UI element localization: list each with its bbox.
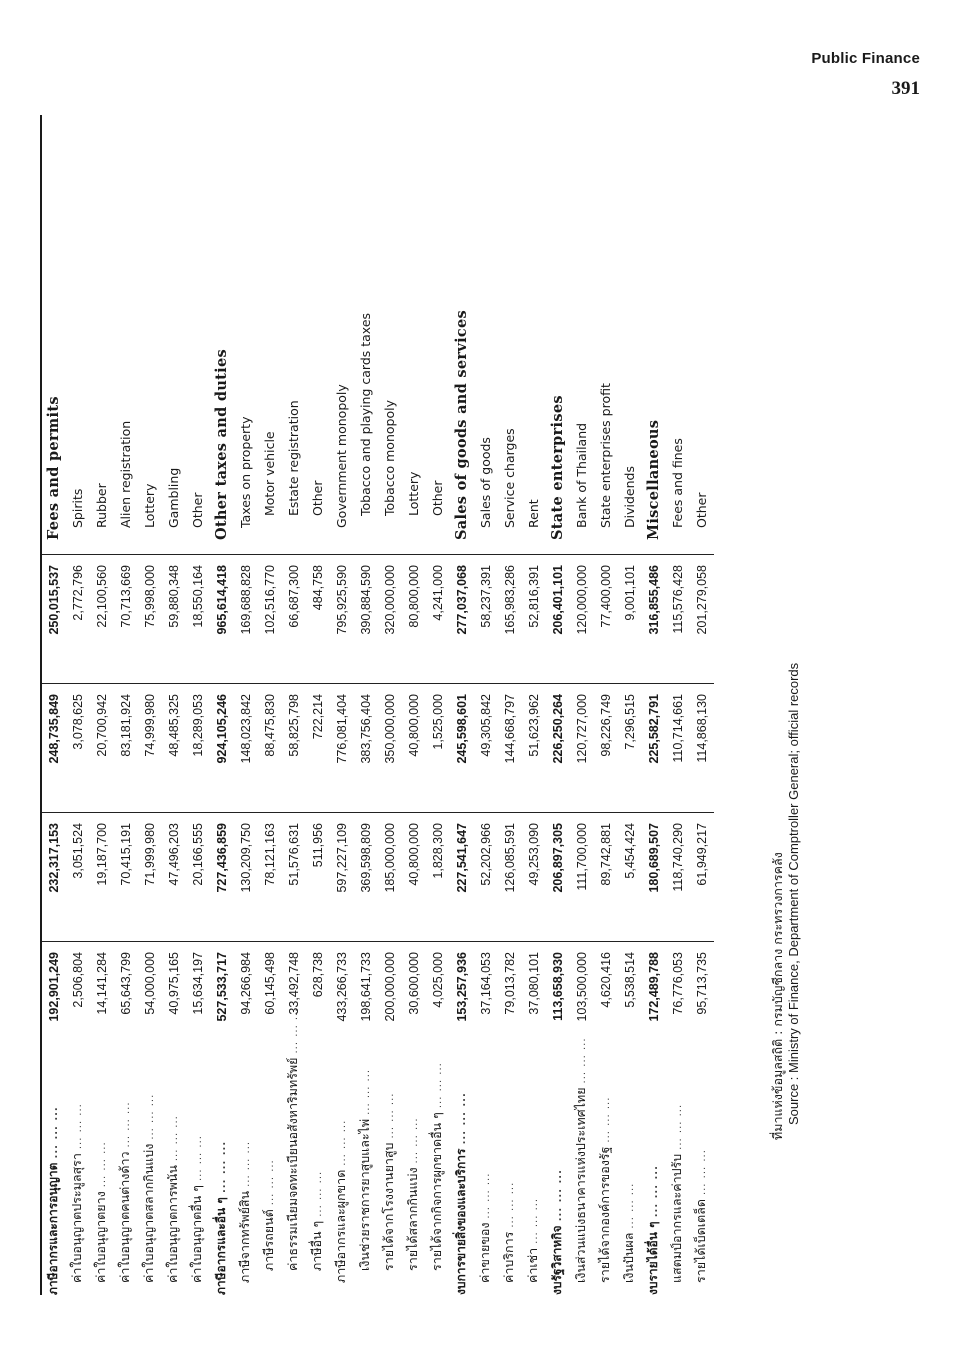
thai-item-text: เงินปันผล — [621, 1232, 636, 1283]
amount-cell: 98,226,749 — [594, 684, 618, 813]
amount-cell: 118,740,290 — [666, 813, 690, 942]
thai-item-text: ภาษีอื่น ๆ — [309, 1220, 324, 1271]
english-item-label — [474, 115, 498, 555]
english-item-text: Fees and permits — [45, 396, 62, 540]
leader-dots: ... ... ... — [265, 1159, 276, 1206]
thai-item-text: เงินช่วยราชการยาสูบและไพ่ — [357, 1118, 372, 1271]
amount-cell: 14,141,284 — [90, 942, 114, 1071]
english-item-label — [330, 115, 354, 555]
english-item-text: Sales of goods and services — [453, 309, 470, 540]
thai-item-label — [138, 1070, 162, 1295]
amount-cell: 722,214 — [306, 684, 330, 813]
thai-item-label — [570, 1037, 594, 1295]
thai-item-label — [402, 1070, 426, 1295]
amount-cell: 20,700,942 — [90, 684, 114, 813]
amount-cell: 350,000,000 — [378, 684, 402, 813]
amount-cell: 248,735,849 — [41, 684, 66, 813]
amount-cell: 114,868,130 — [690, 684, 714, 813]
amount-cell: 102,516,770 — [258, 555, 282, 684]
amount-cell: 40,800,000 — [402, 813, 426, 942]
leader-dots: ... ... ... — [529, 1197, 540, 1244]
amount-cell: 111,700,000 — [570, 813, 594, 942]
thai-item-text: แสตมป์อากรและค่าปรับ — [669, 1153, 684, 1283]
amount-cell: 4,241,000 — [426, 555, 450, 684]
thai-item-text: งบรายได้อื่น ๆ — [646, 1221, 660, 1295]
amount-cell: 66,687,300 — [282, 555, 306, 684]
amount-cell: 511,956 — [306, 813, 330, 942]
amount-cell: 18,289,053 — [186, 684, 210, 813]
english-item-label — [450, 115, 474, 555]
amount-cell: 185,000,000 — [378, 813, 402, 942]
amount-cell: 58,237,391 — [474, 555, 498, 684]
amount-cell: 65,643,799 — [114, 942, 138, 1071]
amount-cell: 180,689,507 — [642, 813, 666, 942]
amount-cell: 88,475,830 — [258, 684, 282, 813]
amount-cell: 169,688,828 — [234, 555, 258, 684]
thai-item-label — [426, 1062, 450, 1295]
amount-cell: 126,085,591 — [498, 813, 522, 942]
thai-item-label — [234, 1070, 258, 1295]
amount-cell: 277,037,068 — [450, 555, 474, 684]
amount-cell: 225,582,791 — [642, 684, 666, 813]
english-item-label — [402, 115, 426, 555]
english-item-text: Lottery — [142, 483, 157, 528]
leader-dots: ... ... ... — [385, 1092, 396, 1139]
amount-cell: 2,772,796 — [66, 555, 90, 684]
amount-cell: 52,202,966 — [474, 813, 498, 942]
page-number: 391 — [891, 78, 920, 99]
amount-cell: 58,825,798 — [282, 684, 306, 813]
amount-cell: 165,983,286 — [498, 555, 522, 684]
thai-item-text: รายได้จากโรงงานยาสูบ — [381, 1142, 396, 1271]
amount-cell: 79,013,782 — [498, 942, 522, 1071]
thai-item-label — [354, 1070, 378, 1295]
table-row — [522, 115, 546, 1295]
table-row — [282, 115, 306, 1295]
amount-cell: 2,506,804 — [66, 942, 90, 1071]
thai-item-label — [642, 1070, 666, 1295]
amount-cell: 316,855,486 — [642, 555, 666, 684]
leader-dots: ... ... ... — [577, 1037, 588, 1084]
table-row — [330, 115, 354, 1295]
amount-cell: 9,001,101 — [618, 555, 642, 684]
amount-cell: 120,000,000 — [570, 555, 594, 684]
amount-cell: 95,713,735 — [690, 942, 714, 1071]
amount-cell: 51,623,962 — [522, 684, 546, 813]
english-item-label — [282, 115, 306, 555]
amount-cell: 527,533,717 — [210, 942, 234, 1071]
english-item-label — [306, 115, 330, 555]
thai-item-label — [522, 1070, 546, 1295]
thai-item-text: รายได้จากกิจการผูกขาดอื่น ๆ — [429, 1112, 444, 1271]
thai-item-text: ค่าใบอนุญาตการพนัน — [165, 1165, 180, 1283]
amount-cell: 37,164,053 — [474, 942, 498, 1071]
amount-cell: 48,485,325 — [162, 684, 186, 813]
amount-cell: 74,999,980 — [138, 684, 162, 813]
thai-item-label — [186, 1070, 210, 1295]
amount-cell: 40,800,000 — [402, 684, 426, 813]
english-item-text: Taxes on property — [238, 416, 253, 528]
public-finance-table — [40, 115, 714, 1295]
table-row — [450, 115, 474, 1295]
amount-cell: 250,015,537 — [41, 555, 66, 684]
amount-cell: 144,668,797 — [498, 684, 522, 813]
amount-cell: 172,489,788 — [642, 942, 666, 1071]
leader-dots: ... ... ... — [601, 1096, 612, 1143]
source-note-english: Source : Ministry of Finance, Department of Comptroller General; official records — [786, 662, 801, 1125]
amount-cell: 120,727,000 — [570, 684, 594, 813]
amount-cell: 4,025,000 — [426, 942, 450, 1071]
english-item-label — [546, 115, 570, 555]
leader-dots: ... ... ... — [505, 1181, 516, 1228]
amount-cell: 192,901,249 — [41, 942, 66, 1071]
amount-cell: 59,880,348 — [162, 555, 186, 684]
amount-cell: 61,949,217 — [690, 813, 714, 942]
amount-cell: 1,828,300 — [426, 813, 450, 942]
english-item-text: Lottery — [406, 471, 421, 516]
table-row — [138, 115, 162, 1295]
thai-item-text: ภาษีรถยนต์ — [261, 1209, 276, 1271]
amount-cell: 70,713,669 — [114, 555, 138, 684]
english-item-label — [66, 115, 90, 555]
amount-cell: 198,641,733 — [354, 942, 378, 1071]
amount-cell: 924,105,246 — [210, 684, 234, 813]
thai-item-label — [450, 1070, 474, 1295]
amount-cell: 130,209,750 — [234, 813, 258, 942]
english-item-text: Gambling — [166, 467, 181, 528]
leader-dots: ... ... ... — [481, 1172, 492, 1219]
amount-cell: 776,081,404 — [330, 684, 354, 813]
thai-item-text: ค่าใบอนุญาตประมูลสุรา — [69, 1153, 84, 1283]
table-row — [354, 115, 378, 1295]
leader-dots: ... ... ... — [313, 1170, 324, 1217]
amount-cell: 433,266,733 — [330, 942, 354, 1071]
amount-cell: 232,317,153 — [41, 813, 66, 942]
thai-item-label — [546, 1070, 570, 1295]
table-row — [402, 115, 426, 1295]
table-row — [474, 115, 498, 1295]
english-item-text: Other — [190, 492, 205, 528]
amount-cell: 51,576,631 — [282, 813, 306, 942]
amount-cell: 115,576,428 — [666, 555, 690, 684]
table-row — [210, 115, 234, 1295]
amount-cell: 3,078,625 — [66, 684, 90, 813]
amount-cell: 153,257,936 — [450, 942, 474, 1071]
amount-cell: 597,227,109 — [330, 813, 354, 942]
thai-item-text: ค่าใบอนุญาตยาง — [93, 1191, 108, 1283]
english-item-label — [354, 115, 378, 555]
thai-item-text: ค่าใบอนุญาตอื่น ๆ — [189, 1185, 204, 1283]
leader-dots: ... ... ... — [649, 1165, 660, 1218]
english-item-text: Dividends — [622, 466, 637, 528]
table-row — [41, 115, 66, 1295]
amount-cell: 206,401,101 — [546, 555, 570, 684]
english-item-label — [41, 115, 66, 555]
table-row — [234, 115, 258, 1295]
amount-cell: 47,496,203 — [162, 813, 186, 942]
thai-item-label — [666, 1070, 690, 1295]
english-item-text: Government monopoly — [334, 384, 349, 528]
thai-item-text: รายได้จากองค์การของรัฐ — [597, 1146, 612, 1283]
amount-cell: 52,816,391 — [522, 555, 546, 684]
amount-cell: 54,000,000 — [138, 942, 162, 1071]
amount-cell: 19,187,700 — [90, 813, 114, 942]
english-item-text: State enterprises profit — [598, 383, 613, 528]
english-item-text: Other — [310, 480, 325, 516]
amount-cell: 200,000,000 — [378, 942, 402, 1071]
amount-cell: 7,296,515 — [618, 684, 642, 813]
english-item-label — [90, 115, 114, 555]
english-item-label — [114, 115, 138, 555]
amount-cell: 75,998,000 — [138, 555, 162, 684]
amount-cell: 40,975,165 — [162, 942, 186, 1071]
amount-cell: 22,100,560 — [90, 555, 114, 684]
leader-dots: ... ... ... — [73, 1103, 84, 1150]
amount-cell: 110,714,661 — [666, 684, 690, 813]
english-item-text: State enterprises — [549, 395, 566, 540]
amount-cell: 965,614,418 — [210, 555, 234, 684]
english-item-label — [618, 115, 642, 555]
thai-item-label — [474, 1070, 498, 1295]
amount-cell: 30,600,000 — [402, 942, 426, 1071]
english-item-text: Service charges — [502, 428, 517, 528]
leader-dots: ... ... ... — [145, 1093, 156, 1140]
section-title: Public Finance — [811, 50, 920, 67]
amount-cell: 83,181,924 — [114, 684, 138, 813]
thai-item-label — [210, 1070, 234, 1295]
thai-item-text: ค่าขายของ — [477, 1222, 492, 1283]
thai-item-label — [306, 1070, 330, 1295]
table-row — [306, 115, 330, 1295]
thai-item-text: ภาษีอากรและผูกขาด — [333, 1169, 348, 1283]
amount-cell: 70,415,191 — [114, 813, 138, 942]
english-item-label — [522, 115, 546, 555]
amount-cell: 60,145,498 — [258, 942, 282, 1071]
leader-dots: ... ... ... — [193, 1135, 204, 1182]
english-item-label — [570, 115, 594, 555]
amount-cell: 71,999,980 — [138, 813, 162, 942]
amount-cell: 390,884,590 — [354, 555, 378, 684]
rotated-table-container — [40, 115, 720, 1295]
amount-cell: 18,550,164 — [186, 555, 210, 684]
amount-cell: 227,541,647 — [450, 813, 474, 942]
amount-cell: 94,266,984 — [234, 942, 258, 1071]
english-item-label — [378, 115, 402, 555]
amount-cell: 49,305,842 — [474, 684, 498, 813]
thai-item-text: รายได้สลากกินแบ่ง — [405, 1167, 420, 1271]
leader-dots: ... ... ... — [49, 1106, 60, 1159]
thai-item-label — [594, 1070, 618, 1295]
amount-cell: 795,925,590 — [330, 555, 354, 684]
amount-cell: 4,620,416 — [594, 942, 618, 1071]
english-item-text: Tobacco and playing cards taxes — [358, 312, 373, 516]
leader-dots: ... ... ... — [457, 1092, 468, 1145]
amount-cell: 383,756,404 — [354, 684, 378, 813]
leader-dots: ... ... ... — [433, 1062, 444, 1109]
leader-dots: ... ... ... — [409, 1117, 420, 1164]
table-row — [426, 115, 450, 1295]
table-row — [378, 115, 402, 1295]
amount-cell: 5,538,514 — [618, 942, 642, 1071]
amount-cell: 226,250,264 — [546, 684, 570, 813]
table-row — [90, 115, 114, 1295]
thai-item-text: ค่าธรรมเนียมจดทะเบียนอสังหาริมทรัพย์ — [285, 1057, 300, 1271]
english-item-text: Rubber — [94, 483, 109, 528]
amount-cell: 148,023,842 — [234, 684, 258, 813]
english-item-label — [186, 115, 210, 555]
english-item-text: Miscellaneous — [645, 419, 662, 540]
english-item-text: Spirits — [70, 488, 85, 528]
amount-cell: 245,598,601 — [450, 684, 474, 813]
leader-dots: ... ... ... — [241, 1140, 252, 1187]
amount-cell: 206,897,305 — [546, 813, 570, 942]
thai-item-label — [378, 1070, 402, 1295]
english-item-text: Tobacco monopoly — [382, 400, 397, 516]
amount-cell: 369,598,809 — [354, 813, 378, 942]
leader-dots: ... ... ... — [121, 1101, 132, 1148]
thai-item-label — [258, 1070, 282, 1295]
amount-cell: 5,454,424 — [618, 813, 642, 942]
leader-dots: ... ... ... — [337, 1119, 348, 1166]
amount-cell: 1,525,000 — [426, 684, 450, 813]
amount-cell: 33,492,748 — [282, 942, 306, 1071]
thai-item-text: งบการขายสิ่งของและบริการ — [454, 1148, 468, 1295]
thai-item-text: รายได้เบ็ดเตล็ด — [693, 1199, 708, 1283]
table-row — [618, 115, 642, 1295]
amount-cell: 628,738 — [306, 942, 330, 1071]
english-item-text: Sales of goods — [478, 437, 493, 528]
table-row — [498, 115, 522, 1295]
english-item-label — [498, 115, 522, 555]
leader-dots: ... ... ... — [553, 1169, 564, 1222]
english-item-text: Estate registration — [286, 400, 301, 516]
source-note-thai: ที่มาแห่งข้อมูลสถิติ : กรมบัญชีกลาง กระทรวงการคลัง — [770, 852, 785, 1140]
english-item-text: Fees and fines — [670, 438, 685, 528]
amount-cell: 15,634,197 — [186, 942, 210, 1071]
thai-item-label — [90, 1070, 114, 1295]
table-row — [162, 115, 186, 1295]
table-row — [186, 115, 210, 1295]
thai-item-label — [618, 1070, 642, 1295]
thai-item-text: ค่าบริการ — [501, 1231, 516, 1283]
thai-item-label — [114, 1070, 138, 1295]
thai-item-text: ภาษีอากรและอื่น ๆ — [214, 1197, 228, 1295]
leader-dots: ... ... ... — [625, 1182, 636, 1229]
amount-cell: 76,776,053 — [666, 942, 690, 1071]
english-item-text: Other taxes and duties — [213, 349, 230, 540]
table-row — [546, 115, 570, 1295]
leader-dots: ... ... ... — [217, 1140, 228, 1194]
amount-cell: 320,000,000 — [378, 555, 402, 684]
thai-item-label — [282, 1007, 306, 1295]
thai-item-text: ภาษีจากทรัพย์สิน — [237, 1190, 252, 1283]
amount-cell: 727,436,859 — [210, 813, 234, 942]
table-row — [570, 115, 594, 1295]
english-item-label — [210, 115, 234, 555]
english-item-label — [690, 115, 714, 555]
leader-dots: ... ... ... — [169, 1115, 180, 1162]
english-item-label — [234, 115, 258, 555]
english-item-label — [642, 115, 666, 555]
amount-cell: 89,742,881 — [594, 813, 618, 942]
thai-item-label — [162, 1070, 186, 1295]
amount-cell: 37,080,101 — [522, 942, 546, 1071]
amount-cell: 20,166,555 — [186, 813, 210, 942]
thai-item-text: ค่าเช่า — [525, 1247, 540, 1283]
table-row — [114, 115, 138, 1295]
thai-item-text: งบรัฐวิสาหกิจ — [550, 1225, 564, 1295]
leader-dots: ... ... ... — [697, 1149, 708, 1196]
thai-item-text: ค่าใบอนุญาตคนต่างด้าว — [117, 1151, 132, 1283]
thai-item-label — [330, 1070, 354, 1295]
amount-cell: 3,051,524 — [66, 813, 90, 942]
amount-cell: 77,400,000 — [594, 555, 618, 684]
thai-item-text: ภาษีอากรและการอนุญาต — [46, 1162, 60, 1295]
english-item-label — [666, 115, 690, 555]
amount-cell: 113,658,930 — [546, 942, 570, 1071]
thai-item-text: เงินส่วนแบ่งธนาคารแห่งประเทศไทย — [573, 1087, 588, 1283]
thai-item-label — [498, 1070, 522, 1295]
thai-item-label — [66, 1070, 90, 1295]
thai-item-label — [41, 1070, 66, 1295]
english-item-text: Rent — [526, 499, 541, 528]
thai-item-label — [690, 1070, 714, 1295]
english-item-label — [426, 115, 450, 555]
leader-dots: ... ... ... — [673, 1103, 684, 1150]
amount-cell: 484,758 — [306, 555, 330, 684]
amount-cell: 103,500,000 — [570, 942, 594, 1071]
english-item-label — [258, 115, 282, 555]
english-item-text: Motor vehicle — [262, 431, 277, 516]
english-item-text: Other — [430, 480, 445, 516]
table-row — [594, 115, 618, 1295]
table-row — [666, 115, 690, 1295]
table-row — [642, 115, 666, 1295]
table-row — [66, 115, 90, 1295]
table-row — [258, 115, 282, 1295]
leader-dots: ... ... ... — [289, 1007, 300, 1054]
english-item-label — [162, 115, 186, 555]
leader-dots: ... ... ... — [361, 1068, 372, 1115]
amount-cell: 201,279,058 — [690, 555, 714, 684]
amount-cell: 80,800,000 — [402, 555, 426, 684]
amount-cell: 49,253,090 — [522, 813, 546, 942]
english-item-text: Bank of Thailand — [574, 422, 589, 528]
thai-item-text: ค่าใบอนุญาตสลากกินแบ่ง — [141, 1143, 156, 1283]
english-item-text: Other — [694, 492, 709, 528]
english-item-label — [138, 115, 162, 555]
table-row — [690, 115, 714, 1295]
english-item-text: Alien registration — [118, 420, 133, 528]
amount-cell: 78,121,163 — [258, 813, 282, 942]
leader-dots: ... ... ... — [97, 1141, 108, 1188]
english-item-label — [594, 115, 618, 555]
